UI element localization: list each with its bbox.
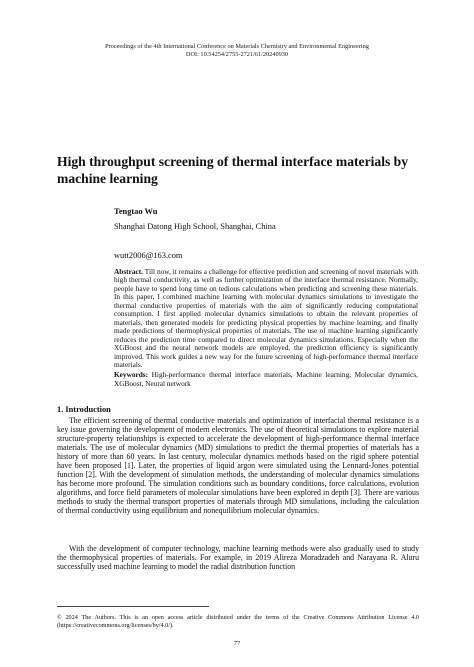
author-affiliation: Shanghai Datong High School, Shanghai, China	[114, 222, 276, 231]
license-footnote: © 2024 The Authors. This is an open access article distributed under the terms of the Creative Commons Attribution License 4.0 (https://creativecommons.org/licenses/by/4.0/).	[57, 614, 419, 629]
author-name: Tengtao Wu	[114, 207, 158, 216]
intro-paragraph-2: With the development of computer technology, machine learning methods were also gradually used to study the thermophysical properties of materials. For example, in 2019 Alireza Moradzadeh and Narayana R. Aluru successfully used machine learning to model the radial distribution function	[57, 544, 419, 572]
keywords-text: High-performance thermal interface materials, Machine learning, Molecular dynamics, XGBoost, Neural network	[114, 370, 418, 388]
page-number: 77	[233, 640, 241, 647]
abstract-text: Till now, it remains a challenge for effective prediction and screening of novel materials with high thermal conductivity, as well as further optimization of the interface thermal resistance. Normally, people have to spend long time on tedious calculations when predicting and screening these materials. In this paper, I combined machine learning with molecular dynamics simulations to investigate the thermal conductive properties of materials with the aim of significantly reducing computational consumption. I first applied molecular dynamics simulations to obtain the relevant properties of materials, then generated models for predicting physical properties by machine learning, and finally made predictions of thermophysical properties of materials. The use of machine learning significantly reduces the prediction time compared to direct molecular dynamics simulations. Especially when the XGBoost and the neural network models are employed, the prediction efficiency is significantly improved. This work guides a new way for the future screening of high-performance thermal interface materials.	[114, 267, 418, 369]
author-email: wutt2006@163.com	[114, 251, 183, 260]
keywords-label: Keywords:	[114, 370, 149, 379]
header-conference-line: Proceedings of the 4th International Conference on Materials Chemistry and Environmental Engineering	[105, 43, 369, 50]
intro-paragraph-1: The efficient screening of thermal conductive materials and optimization of interfacial thermal resistance is a key issue governing the development of modern electronics. The use of theoretical simulations to explore material structure-property relationships is expected to accelerate the development of high-performance thermal interface materials. The use of molecular dynamics (MD) simulations to predict the thermal properties of materials has a history of more than 60 years. In last century, molecular dynamics methods based on the rigid sphere potential have been proposed [1]. Later, the properties of liquid argon were simulated using the Lennard-Jones potential function [2]. With the development of simulation methods, the understanding of molecular dynamics simulations has become more profound. The simulation conditions such as boundary conditions, force calculations, evolution algorithms, and force field parameters of molecular simulations have been explored in depth [3]. There are various methods to study the thermal transport properties of materials through MD simulations, including the calculation of thermal conductivity using equilibrium and nonequilibrium molecular dynamics.	[57, 416, 419, 516]
keywords	[114, 371, 418, 388]
footnote-divider	[57, 606, 209, 607]
paper-title: High throughput screening of thermal interface materials by machine learning	[57, 154, 409, 186]
abstract-label: Abstract.	[114, 267, 143, 276]
abstract	[114, 268, 418, 369]
proceedings-header	[0, 43, 474, 59]
section-heading-introduction: 1. Introduction	[57, 405, 111, 414]
header-doi-line: DOI: 10.54254/2755-2721/61/20240930	[185, 51, 289, 58]
